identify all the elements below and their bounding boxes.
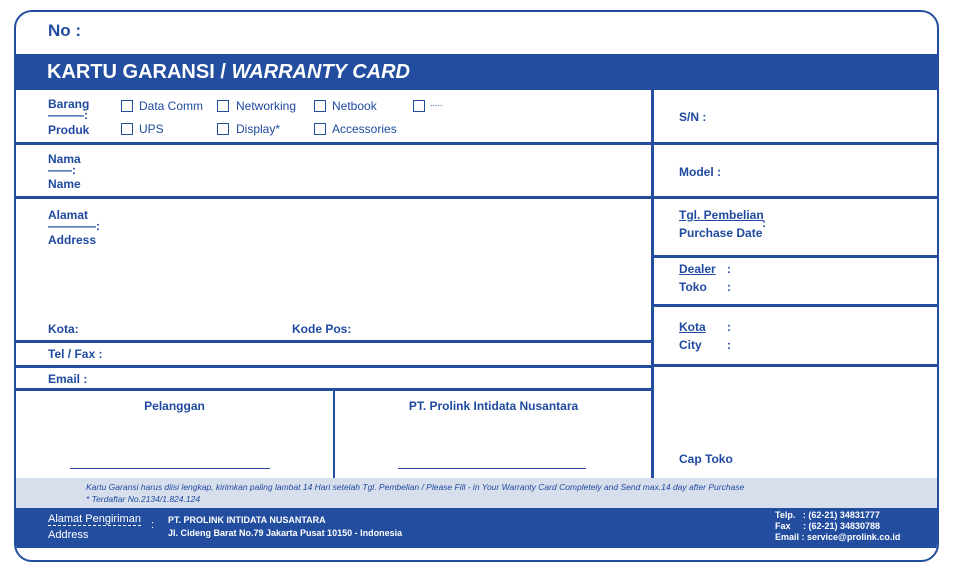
- name-label: Name: [48, 177, 81, 191]
- option-netbook: Netbook: [332, 99, 377, 113]
- notes-line-2: * Terdaftar No.2134/1.824.124: [86, 494, 201, 504]
- title-bar: [16, 54, 937, 90]
- option-networking: Networking: [236, 99, 297, 113]
- checkbox-display[interactable]: [217, 123, 229, 135]
- column-divider: [651, 90, 654, 478]
- checkbox-networking[interactable]: [217, 100, 229, 112]
- city-label: City: [679, 338, 702, 352]
- kota-right-colon: :: [727, 320, 731, 334]
- fax-info: Fax : (62-21) 34830788: [775, 521, 881, 531]
- barang-label: Barang: [48, 97, 90, 111]
- right-row-divider: [652, 255, 939, 258]
- email-label: Email :: [48, 372, 88, 386]
- checkbox-netbook[interactable]: [314, 100, 326, 112]
- checkbox-other[interactable]: [413, 100, 425, 112]
- city-colon: :: [727, 338, 731, 352]
- option-ups: UPS: [139, 122, 164, 136]
- nama-dash: ——:: [48, 163, 76, 177]
- row-divider: [16, 142, 652, 145]
- tel-fax-label: Tel / Fax :: [48, 347, 103, 361]
- row-divider: [16, 340, 652, 343]
- option-accessories: Accessories: [332, 122, 397, 136]
- footer-bar: [16, 508, 937, 548]
- prolink-signature-line: [398, 468, 586, 469]
- right-row-divider: [652, 304, 939, 307]
- barang-dash: ———:: [48, 108, 88, 122]
- toko-colon: :: [727, 280, 731, 294]
- alamat-pengiriman-label: Alamat Pengiriman: [48, 513, 141, 525]
- toko-label: Toko: [679, 280, 707, 294]
- pelanggan-label: Pelanggan: [144, 399, 205, 413]
- company-address: Jl. Cideng Barat No.79 Jakarta Pusat 10150 - Indonesia: [168, 528, 403, 538]
- cap-toko-label: Cap Toko: [679, 452, 733, 466]
- right-row-divider: [652, 142, 939, 145]
- address-label: Address: [48, 233, 97, 247]
- kode-pos-label: Kode Pos:: [292, 322, 352, 336]
- row-divider: [16, 365, 652, 368]
- row-divider: [16, 196, 652, 199]
- produk-label: Produk: [48, 123, 90, 137]
- pelanggan-signature-line: [70, 468, 270, 469]
- notes-line-1: Kartu Garansi harus diisi lengkap, kirimkan paling lambat 14 Hari setelah Tgl. Pembelian / Please Fill - in Your Warranty Card Completely and Send max.14 day after Purchase: [86, 482, 745, 492]
- checkbox-data-comm[interactable]: [121, 100, 133, 112]
- option-other: .....: [430, 98, 443, 108]
- title-en: WARRANTY CARD: [231, 61, 410, 83]
- checkbox-accessories[interactable]: [314, 123, 326, 135]
- checkbox-ups[interactable]: [121, 123, 133, 135]
- dealer-label: Dealer: [679, 262, 716, 276]
- warranty-card: [14, 10, 939, 562]
- model-label: Model :: [679, 165, 721, 179]
- right-row-divider: [652, 196, 939, 199]
- kota-label: Kota:: [48, 322, 79, 336]
- tgl-colon: :: [762, 216, 766, 230]
- address-footer-label: Address: [48, 529, 89, 541]
- company-name: PT. PROLINK INTIDATA NUSANTARA: [168, 515, 326, 525]
- telp-info: Telp. : (62-21) 34831777: [775, 510, 880, 520]
- sn-label: S/N :: [679, 110, 707, 124]
- email-info: Email : service@prolink.co.id: [775, 532, 901, 542]
- right-row-divider: [652, 364, 939, 367]
- option-display: Display*: [236, 122, 281, 136]
- card-number-label: No :: [48, 21, 82, 40]
- purchase-date-label: Purchase Date: [679, 226, 763, 240]
- alamat-dash: ————:: [48, 219, 100, 233]
- tgl-pembelian-label: Tgl. Pembelian: [679, 208, 764, 222]
- prolink-label: PT. Prolink Intidata Nusantara: [408, 399, 579, 413]
- dealer-colon: :: [727, 262, 731, 276]
- kota-right-label: Kota: [679, 320, 706, 334]
- nama-label: Nama: [48, 152, 81, 166]
- alamat-label: Alamat: [48, 208, 89, 222]
- option-data-comm: Data Comm: [139, 99, 204, 113]
- title-id: KARTU GARANSI /: [47, 61, 232, 83]
- alamat-pengiriman-colon: :: [151, 519, 155, 531]
